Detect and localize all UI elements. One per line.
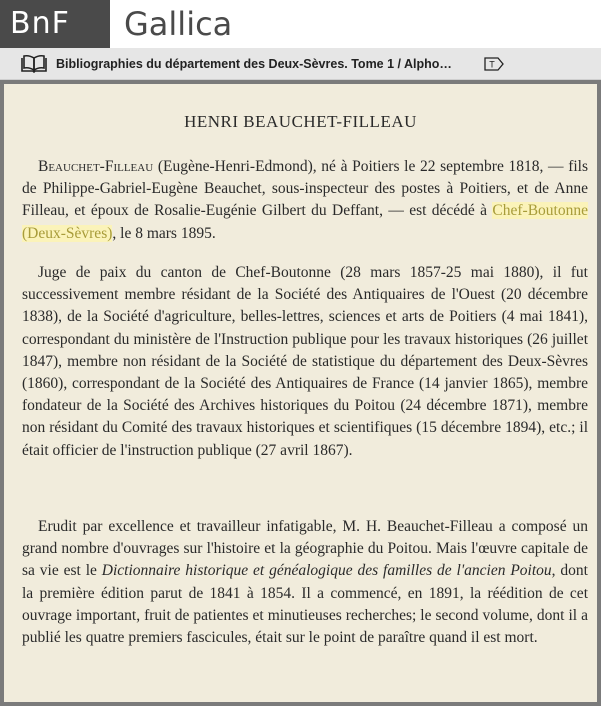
scanned-page <box>4 84 597 702</box>
author-name: Beauchet-Filleau <box>38 158 154 175</box>
paragraph-3-text-a: Erudit par excellence et travailleur infatigable, M. H. Beauchet-Filleau a composé un grand nombre d'ouvrages sur l'histoire et la géographie du Poitou. Mais l'œuvre capitale de sa vie est le <box>22 518 588 580</box>
paragraph-works <box>22 516 588 649</box>
search-highlight: Chef-Boutonne (Deux-Sèvres) <box>22 202 588 242</box>
paragraph-3-text-b: , dont la première édition parut de 1841 à 1854. Il a commencé, en 1891, la réédition de cet ouvrage important, fruit de patientes et minutieuses recherches; le second volume, dont il a publié les quatre premiers fascicules, était sur le point de paraître quand il est mort. <box>22 562 588 647</box>
gallica-brand[interactable]: Gallica <box>124 5 233 43</box>
bnf-logo-text: BnF <box>10 6 70 41</box>
dictionary-title: Dictionnaire historique et généalogique des familles de l'ancien Poitou <box>101 562 552 580</box>
document-viewer[interactable] <box>0 80 601 706</box>
paragraph-1-text-a: (Eugène-Henri-Edmond), né à Poitiers le 22 septembre 1818, — fils de Philippe-Gabriel-Eugène Beauchet, sous-inspecteur des postes à Poitiers, et de Anne Filleau, et époux de Rosalie-Eugénie Gilbert du Deffant, — est décédé à <box>22 158 588 220</box>
bnf-logo[interactable] <box>0 0 110 48</box>
text-mode-icon-letter: T <box>489 59 495 70</box>
paragraph-biography <box>22 156 588 245</box>
text-mode-icon[interactable] <box>484 57 504 71</box>
page-heading: HENRI BEAUCHET-FILLEAU <box>184 112 417 131</box>
book-icon <box>20 54 48 74</box>
gallica-header <box>0 0 601 48</box>
paragraph-career: Juge de paix du canton de Chef-Boutonne (28 mars 1857-25 mai 1880), il fut successivement membre résidant de la Société des Antiquaires de l'Ouest (20 décembre 1838), de la Société d'agriculture, belles-lettres, sciences et arts de Poitiers (4 mai 1841), correspondant du ministère de l'Instruction publique pour les travaux historiques (26 juillet 1847), membre non résidant de la Société de statistique du département des Deux-Sèvres (1860), correspondant de la Société des Antiquaires de France (14 janvier 1865), membre fondateur de la Société des Archives historiques du Poitou (24 décembre 1871), membre non résidant du Comité des travaux historiques et scientifiques (15 décembre 1894), etc.; il était officier de l'instruction publique (27 avril 1867). <box>22 264 588 459</box>
document-title-bar <box>0 48 601 80</box>
paragraph-1-text-b: , le 8 mars 1895. <box>112 224 216 242</box>
document-title[interactable]: Bibliographies du département des Deux-Sèvres. Tome 1 / Alpho… <box>56 57 452 71</box>
